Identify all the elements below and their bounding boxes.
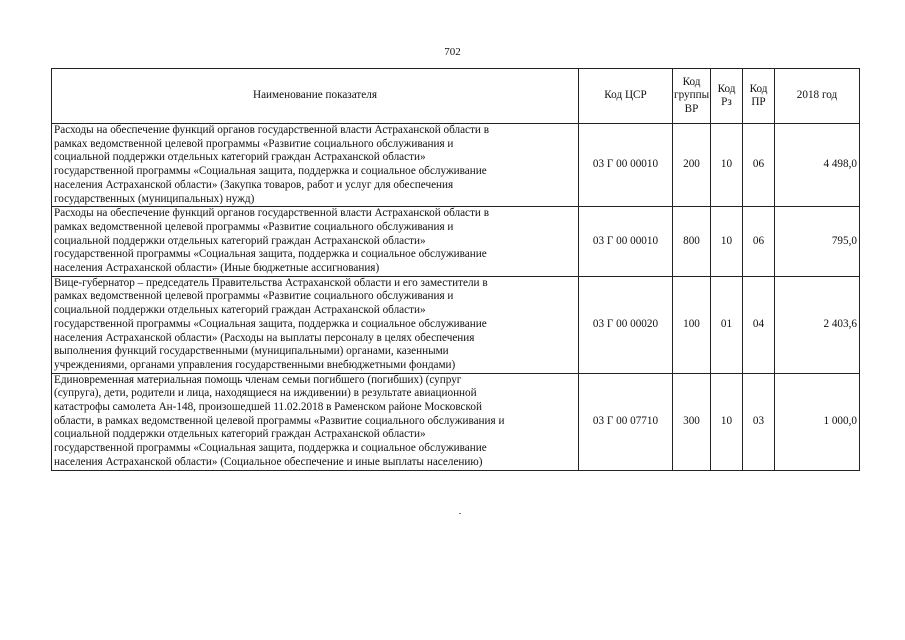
header-row: [52, 69, 860, 124]
row-name: Единовременная материальная помощь членам семьи погибшего (погибших) (супруг (супруга), дети, родители и лица, находящиеся на иждивении) в результате авиационной катастрофы самолета Ан-148, произошедшей 11.02.2018 в Раменском районе Московской области, в рамках ведомственной целевой программы «Развитие социального обслуживания и социальной поддержки отдельных категорий граждан Астраханской области» государственной программы «Социальная защита, поддержка и социальное обслуживание населения Астраханской области» (Социальное обеспечение и иные выплаты населению): [52, 373, 579, 470]
header-vr: Код группы ВР: [673, 69, 711, 124]
header-pr: Код ПР: [743, 69, 775, 124]
row-amount: 4 498,0: [775, 124, 860, 207]
table-row: [52, 276, 860, 373]
row-amount: 1 000,0: [775, 373, 860, 470]
row-vr: 200: [673, 124, 711, 207]
row-rz: 01: [711, 276, 743, 373]
row-csr: 03 Г 00 00020: [579, 276, 673, 373]
row-vr: 300: [673, 373, 711, 470]
row-csr: 03 Г 00 07710: [579, 373, 673, 470]
budget-table: [51, 68, 860, 471]
row-pr: 03: [743, 373, 775, 470]
row-vr: 800: [673, 207, 711, 277]
header-year: 2018 год: [775, 69, 860, 124]
row-rz: 10: [711, 373, 743, 470]
row-amount: 2 403,6: [775, 276, 860, 373]
row-rz: 10: [711, 207, 743, 277]
table-body: [52, 124, 860, 471]
table-header: [52, 69, 860, 124]
row-rz: 10: [711, 124, 743, 207]
row-pr: 06: [743, 124, 775, 207]
row-name: Расходы на обеспечение функций органов государственной власти Астраханской области в рамках ведомственной целевой программы «Развитие социального обслуживания и социальной поддержки отдельных категорий граждан Астраханской области» государственной программы «Социальная защита, поддержка и социальное обслуживание населения Астраханской области» (Закупка товаров, работ и услуг для обеспечения государственных (муниципальных) нужд): [52, 124, 579, 207]
page-number: 702: [444, 46, 461, 58]
scan-speck: [459, 513, 461, 514]
header-csr: Код ЦСР: [579, 69, 673, 124]
header-rz: Код Рз: [711, 69, 743, 124]
row-vr: 100: [673, 276, 711, 373]
row-pr: 04: [743, 276, 775, 373]
row-csr: 03 Г 00 00010: [579, 207, 673, 277]
table-row: [52, 207, 860, 277]
row-csr: 03 Г 00 00010: [579, 124, 673, 207]
table-row: [52, 373, 860, 470]
table-row: [52, 124, 860, 207]
row-name: Расходы на обеспечение функций органов государственной власти Астраханской области в рамках ведомственной целевой программы «Развитие социального обслуживания и социальной поддержки отдельных категорий граждан Астраханской области» государственной программы «Социальная защита, поддержка и социальное обслуживание населения Астраханской области» (Иные бюджетные ассигнования): [52, 207, 579, 277]
row-name: Вице-губернатор – председатель Правительства Астраханской области и его заместители в рамках ведомственной целевой программы «Развитие социального обслуживания и социальной поддержки отдельных категорий граждан Астраханской области» государственной программы «Социальная защита, поддержка и социальное обслуживание населения Астраханской области» (Расходы на выплаты персоналу в целях обеспечения выполнения функций государственными (муниципальными) органами, казенными учреждениями, органами управления государственными внебюджетными фондами): [52, 276, 579, 373]
header-name: Наименование показателя: [52, 69, 579, 124]
row-amount: 795,0: [775, 207, 860, 277]
row-pr: 06: [743, 207, 775, 277]
